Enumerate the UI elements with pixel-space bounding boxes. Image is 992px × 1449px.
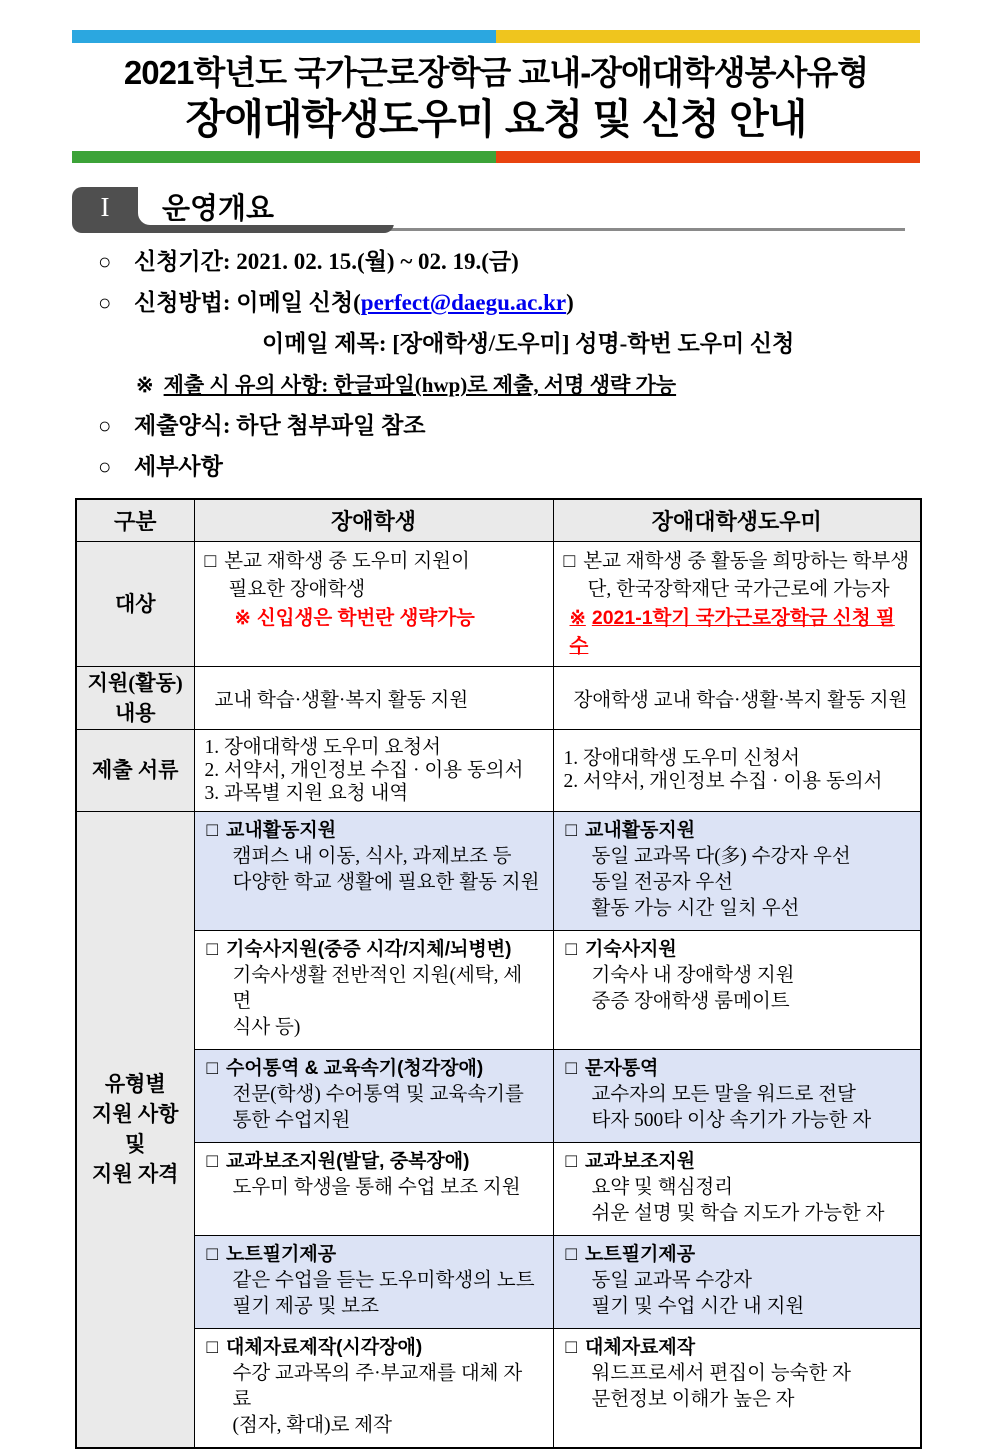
method-text: 신청방법: 이메일 신청(perfect@daegu.ac.kr)	[134, 290, 574, 315]
checkbox-icon: □	[565, 819, 577, 841]
checkbox-icon: □	[565, 1057, 577, 1079]
campus-helper-cell: □ 교내활동지원 동일 교과목 다(多) 수강자 우선 동일 전공자 우선 활동 가능 시간 일치 우선	[553, 811, 921, 930]
type-subrow-sign-language	[76, 1049, 921, 1142]
documents-student-cell: 1. 장애대학생 도우미 요청서 2. 서약서, 개인정보 수집 · 이용 동의서 3. 과목별 지원 요청 내역	[194, 729, 553, 811]
details-table	[75, 498, 922, 1449]
overview-form-line	[72, 411, 920, 441]
checkbox-icon: □	[206, 1336, 218, 1358]
document-page	[0, 30, 992, 1436]
top-bar-blue-segment	[72, 30, 496, 43]
checkbox-icon: □	[565, 938, 577, 960]
type-subrow-dormitory	[76, 930, 921, 1049]
circle-bullet-icon: ○	[98, 249, 112, 274]
type-subrow-note-taking	[76, 1235, 921, 1328]
section-numeral: I	[100, 191, 110, 222]
checkbox-icon: □	[206, 819, 218, 841]
target-student-note: ※ 신입생은 학번란 생략가능	[234, 606, 475, 629]
mid-bar-red-segment	[496, 151, 920, 163]
class-assist-helper-cell: □ 교과보조지원 요약 및 핵심정리 쉬운 설명 및 학습 지도가 가능한 자	[553, 1142, 921, 1235]
section-header	[72, 187, 920, 231]
circle-bullet-icon: ○	[98, 290, 112, 315]
note-taking-student-cell: □ 노트필기제공 같은 수업을 듣는 도우미학생의 노트 필기 제공 및 보조	[194, 1235, 553, 1328]
col-header-helper: 장애대학생도우미	[553, 499, 921, 541]
checkbox-icon: □	[204, 550, 217, 572]
checkbox-icon: □	[565, 1150, 577, 1172]
alt-materials-helper-cell: □ 대체자료제작 워드프로세서 편집이 능숙한 자 문헌정보 이해가 높은 자	[553, 1328, 921, 1448]
overview-method-line	[72, 288, 920, 318]
type-subrow-class-assist	[76, 1142, 921, 1235]
overview-period-line	[72, 247, 920, 277]
overview-detail-line	[72, 452, 920, 482]
class-assist-student-cell: □ 교과보조지원(발달, 중복장애) 도우미 학생을 통해 수업 보조 지원	[194, 1142, 553, 1235]
checkbox-icon: □	[206, 938, 218, 960]
mid-bar-green-segment	[72, 151, 496, 163]
email-subject-text: 이메일 제목: [장애학생/도우미] 성명-학번 도우미 신청	[262, 331, 795, 356]
checkbox-icon: □	[206, 1243, 218, 1265]
dormitory-helper-cell: □ 기숙사지원 기숙사 내 장애학생 지원 중증 장애학생 룸메이트	[553, 930, 921, 1049]
table-row-target	[76, 541, 921, 666]
target-student-cell: □ 본교 재학생 중 도우미 지원이 필요한 장애학생 ※ 신입생은 학번란 생략가능	[194, 541, 553, 666]
period-text: 신청기간: 2021. 02. 15.(월) ~ 02. 19.(금)	[134, 249, 519, 274]
detail-text: 세부사항	[134, 454, 223, 479]
table-row-documents	[76, 729, 921, 811]
section-tab	[72, 187, 394, 233]
checkbox-icon: □	[206, 1150, 218, 1172]
text-interpretation-helper-cell: □ 문자통역 교수자의 모든 말을 워드로 전달 타자 500타 이상 속기가 가능한 자	[553, 1049, 921, 1142]
row-label-documents: 제출 서류	[76, 729, 194, 811]
row-label-content: 지원(활동) 내용	[76, 666, 194, 729]
document-title-line2: 장애대학생도우미 요청 및 신청 안내	[185, 96, 807, 142]
email-subject-line	[262, 329, 920, 359]
top-bar-yellow-segment	[496, 30, 920, 43]
checkbox-icon: □	[565, 1243, 577, 1265]
section-title: 운영개요	[138, 187, 394, 225]
checkbox-icon: □	[565, 1336, 577, 1358]
document-title-line1: 2021학년도 국가근로장학금 교내-장애대학생봉사유형	[123, 54, 869, 91]
documents-helper-cell: 1. 장애대학생 도우미 신청서 2. 서약서, 개인정보 수집 · 이용 동의서	[553, 729, 921, 811]
reference-mark-icon: ※	[569, 606, 586, 629]
reference-mark-icon: ※	[234, 606, 251, 629]
type-subrow-alt-materials	[76, 1328, 921, 1448]
checkbox-icon: □	[206, 1057, 218, 1079]
target-helper-cell: □ 본교 재학생 중 활동을 희망하는 학부생 단, 한국장학재단 국가근로에 가능자 ※ 2021-1학기 국가근로장학금 신청 필수	[553, 541, 921, 666]
reference-mark-icon: ※	[136, 373, 154, 397]
row-label-types: 유형별 지원 사항 및 지원 자격	[76, 811, 194, 1448]
overview-list	[72, 247, 920, 482]
submission-note-line	[136, 370, 920, 400]
campus-student-cell: □ 교내활동지원 캠퍼스 내 이동, 식사, 과제보조 등 다양한 학교 생활에 필요한 활동 지원	[194, 811, 553, 930]
alt-materials-student-cell: □ 대체자료제작(시각장애) 수강 교과목의 주·부교재를 대체 자료 (점자, 확대)로 제작	[194, 1328, 553, 1448]
circle-bullet-icon: ○	[98, 454, 112, 479]
table-header-row	[76, 499, 921, 541]
col-header-category: 구분	[76, 499, 194, 541]
checkbox-icon: □	[563, 550, 576, 572]
note-taking-helper-cell: □ 노트필기제공 동일 교과목 수강자 필기 및 수업 시간 내 지원	[553, 1235, 921, 1328]
target-helper-note: ※ 2021-1학기 국가근로장학금 신청 필수	[569, 606, 895, 657]
type-subrow-campus	[76, 811, 921, 930]
submission-note-text: 제출 시 유의 사항: 한글파일(hwp)로 제출, 서명 생략 가능	[163, 373, 677, 397]
form-text: 제출양식: 하단 첨부파일 참조	[134, 413, 426, 438]
row-label-target: 대상	[76, 541, 194, 666]
circle-bullet-icon: ○	[98, 413, 112, 438]
email-link[interactable]: perfect@daegu.ac.kr	[360, 290, 567, 315]
col-header-student: 장애학생	[194, 499, 553, 541]
sign-language-student-cell: □ 수어통역 & 교육속기(청각장애) 전문(학생) 수어통역 및 교육속기를 통한 수업지원	[194, 1049, 553, 1142]
content-student-cell: 교내 학습·생활·복지 활동 지원	[194, 666, 553, 729]
table-row-content	[76, 666, 921, 729]
content-helper-cell: 장애학생 교내 학습·생활·복지 활동 지원	[553, 666, 921, 729]
mid-color-bar	[72, 151, 920, 163]
dormitory-student-cell: □ 기숙사지원(중증 시각/지체/뇌병변) 기숙사생활 전반적인 지원(세탁, 세면 식사 등)	[194, 930, 553, 1049]
top-color-bar	[72, 30, 920, 43]
